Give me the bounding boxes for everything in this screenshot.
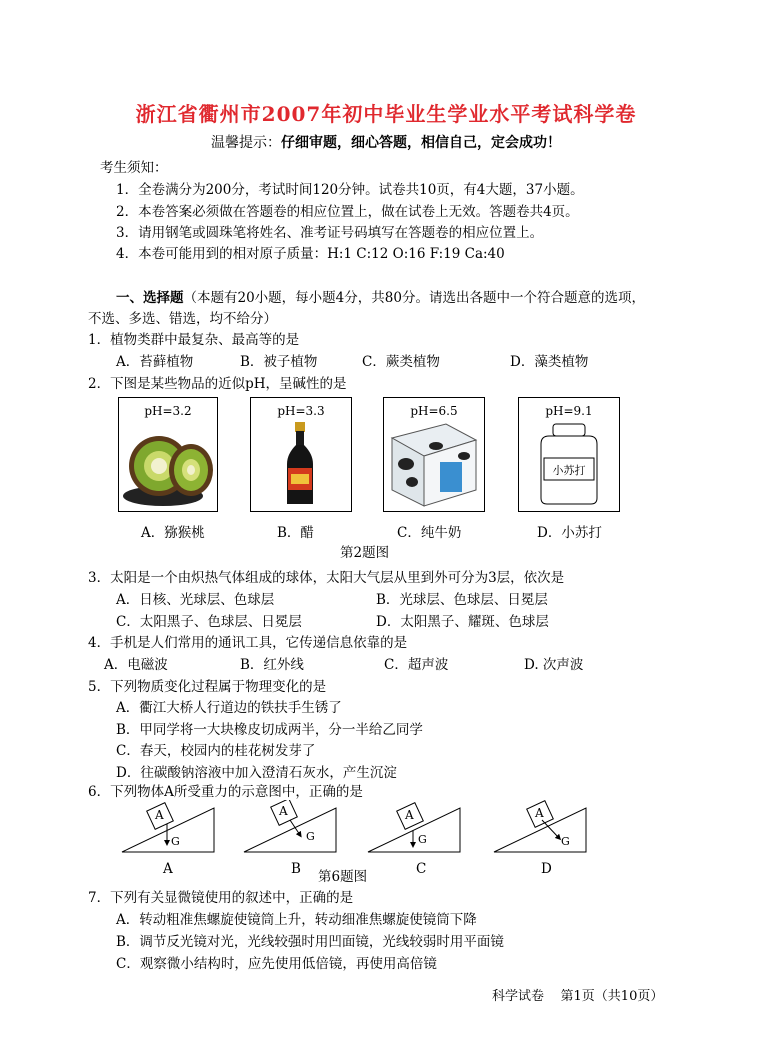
q5-option-c: C．春天，校园内的桂花树发芽了 — [116, 743, 316, 759]
svg-text:A: A — [155, 808, 164, 822]
section-desc: （本题有20小题，每小题4分，共80分。请选出各题中一个符合题意的选项， — [183, 290, 645, 306]
q4-option-c: C．超声波 — [384, 657, 449, 673]
q5-option-b: B．甲同学将一大块橡皮切成两半，分一半给乙同学 — [116, 722, 423, 738]
vinegar-bottle-image — [251, 398, 351, 511]
q6-diagram-a — [122, 803, 214, 852]
q3-option-a: A．日核、光球层、色球层 — [116, 592, 275, 608]
notice-item: 4．本卷可能用到的相对原子质量：H:1 C:12 O:16 F:19 Ca:40 — [116, 246, 505, 262]
q3-option-d: D．太阳黑子、耀斑、色球层 — [376, 614, 549, 630]
q6-label-c: C — [416, 861, 427, 877]
q6-figure — [110, 800, 650, 875]
q6-label-b: B — [291, 861, 301, 877]
svg-text:G: G — [306, 830, 315, 843]
q7-stem: 7．下列有关显微镜使用的叙述中，正确的是 — [88, 890, 354, 906]
q7-option-c: C．观察微小结构时，应先使用低倍镜，再使用高倍镜 — [116, 956, 437, 972]
jar-image — [519, 398, 619, 511]
q7-option-a: A．转动粗准焦螺旋使镜筒上升，转动细准焦螺旋使镜筒下降 — [116, 912, 477, 928]
q2-milk-box — [383, 397, 485, 512]
q7-option-b: B．调节反光镜对光，光线较强时用凹面镜，光线较弱时用平面镜 — [116, 934, 504, 950]
jar-label: 小苏打 — [552, 464, 586, 477]
q5-stem: 5．下列物质变化过程属于物理变化的是 — [88, 679, 327, 695]
svg-text:A: A — [405, 808, 414, 822]
q6-diagram-c — [368, 803, 460, 852]
ph-value: pH=3.3 — [277, 404, 325, 418]
q2-baking-soda-box — [518, 397, 620, 512]
section-desc-2: 不选、多选、错选，均不给分） — [88, 311, 277, 327]
ph-value: pH=3.2 — [144, 404, 192, 418]
q4-option-a: A．电磁波 — [104, 657, 168, 673]
q3-option-c: C．太阳黑子、色球层、日冕层 — [116, 614, 302, 630]
notice-item: 3．请用钢笔或圆珠笔将姓名、准考证号码填写在答题卷的相应位置上。 — [116, 225, 544, 241]
q2-stem: 2．下图是某些物品的近似pH，呈碱性的是 — [88, 376, 347, 392]
q4-option-d: D. 次声波 — [524, 657, 584, 673]
ph-value: pH=6.5 — [410, 404, 458, 418]
tip-label: 温馨提示： — [211, 135, 281, 151]
page-title: 浙江省衢州市2007年初中毕业生学业水平考试科学卷 — [135, 102, 637, 126]
tip-line — [0, 132, 772, 152]
tip-text: 仔细审题，细心答题，相信自己，定会成功！ — [281, 135, 561, 151]
q6-label-a: A — [163, 861, 173, 877]
q2-figure-caption: 第2题图 — [340, 545, 390, 561]
page-footer: 科学试卷 第1页（共10页） — [492, 989, 664, 1004]
svg-text:G: G — [418, 833, 427, 846]
section-heading: 一、选择题 — [116, 290, 184, 306]
q2-caption-b: B．醋 — [277, 525, 314, 541]
q2-caption-a: A．猕猴桃 — [141, 525, 205, 541]
q6-diagram-b — [244, 800, 336, 852]
q1-option-b: B．被子植物 — [240, 354, 318, 370]
q1-option-a: A．苔藓植物 — [116, 354, 194, 370]
q2-caption-d: D．小苏打 — [537, 525, 602, 541]
svg-text:A: A — [535, 806, 544, 820]
q6-label-d: D — [541, 861, 552, 877]
ph-value: pH=9.1 — [545, 404, 593, 418]
q4-option-b: B．红外线 — [240, 657, 304, 673]
q5-option-a: A．衢江大桥人行道边的铁扶手生锈了 — [116, 700, 342, 716]
q2-kiwi-box — [118, 397, 218, 512]
q1-stem: 1．植物类群中最复杂、最高等的是 — [88, 332, 300, 348]
kiwi-image — [119, 398, 217, 511]
q3-stem: 3．太阳是一个由炽热气体组成的球体，太阳大气层从里到外可分为3层，依次是 — [88, 570, 565, 586]
q3-option-b: B．光球层、色球层、日冕层 — [376, 592, 548, 608]
milk-carton-image — [384, 398, 484, 511]
q6-figure-caption: 第6题图 — [318, 869, 368, 885]
notice-heading: 考生须知： — [100, 160, 168, 176]
q6-stem: 6．下列物体A所受重力的示意图中，正确的是 — [88, 784, 363, 800]
q4-stem: 4．手机是人们常用的通讯工具，它传递信息依靠的是 — [88, 635, 408, 651]
section-heading-line — [116, 286, 645, 306]
q2-vinegar-box — [250, 397, 352, 512]
q6-diagram-d — [494, 801, 586, 852]
q1-option-c: C．蕨类植物 — [362, 354, 440, 370]
notice-item: 2．本卷答案必须做在答题卷的相应位置上，做在试卷上无效。答题卷共4页。 — [116, 204, 579, 220]
notice-item: 1．全卷满分为200分，考试时间120分钟。试卷共10页，有4大题，37小题。 — [116, 182, 584, 198]
q5-option-d: D．往碳酸钠溶液中加入澄清石灰水，产生沉淀 — [116, 765, 397, 781]
svg-text:G: G — [171, 835, 180, 848]
svg-text:A: A — [279, 804, 288, 818]
q1-option-d: D．藻类植物 — [510, 354, 589, 370]
svg-text:G: G — [561, 835, 570, 848]
q2-caption-c: C．纯牛奶 — [397, 525, 462, 541]
